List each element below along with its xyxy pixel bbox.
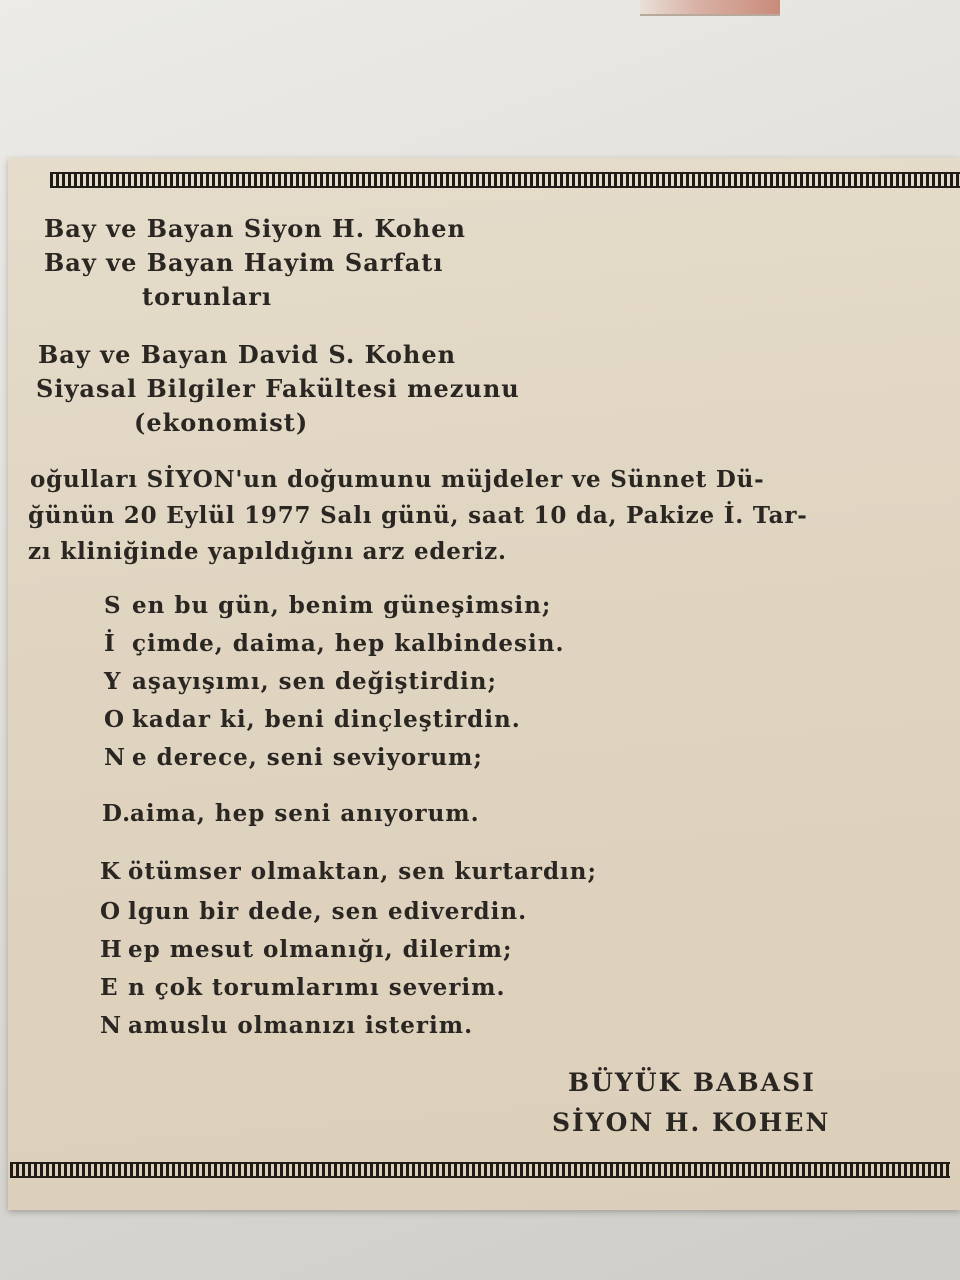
poem-initial: E	[100, 974, 119, 1001]
poem-line	[100, 936, 512, 963]
poem-initial: N	[100, 1012, 123, 1039]
poem-initial: N	[104, 744, 127, 771]
poem-initial: Y	[104, 668, 122, 695]
header-line-2: Bay ve Bayan Hayim Sarfatı	[44, 248, 444, 277]
paper-scrap	[640, 0, 780, 16]
poem-line	[100, 1012, 473, 1039]
poem-initial: O	[104, 706, 126, 733]
poem-text: n çok torumlarımı severim.	[128, 974, 506, 1001]
poem-text: aima, hep seni anıyorum.	[130, 800, 480, 827]
header-line-1: Bay ve Bayan Siyon H. Kohen	[44, 214, 466, 243]
poem-line	[100, 858, 597, 885]
poem-line	[100, 974, 506, 1001]
bottom-border-rule	[10, 1162, 950, 1178]
poem-text: amuslu olmanızı isterim.	[128, 1012, 474, 1039]
poem-text: ep mesut olmanığı, dilerim;	[128, 936, 513, 963]
poem-initial: İ	[104, 630, 116, 657]
poem-initial: S	[104, 592, 122, 619]
poem-text: lgun bir dede, sen ediverdin.	[128, 898, 528, 925]
newspaper-clipping	[8, 158, 960, 1210]
poem-text: kadar ki, beni dinçleştirdin.	[132, 706, 521, 733]
poem-text: çimde, daima, hep kalbindesin.	[132, 630, 565, 657]
poem-text: aşayışımı, sen değiştirdin;	[132, 668, 497, 695]
poem-initial: H	[100, 936, 123, 963]
poem-initial: O	[100, 898, 122, 925]
poem-line	[104, 630, 564, 657]
poem-initial: D.	[102, 800, 132, 827]
top-border-rule	[50, 172, 960, 188]
poem-text: ötümser olmaktan, sen kurtardın;	[128, 858, 598, 885]
announcement-line-2: ğünün 20 Eylül 1977 Salı günü, saat 10 da, Pakize İ. Tar-	[28, 502, 808, 529]
header-line-6: (ekonomist)	[134, 408, 309, 437]
poem-line	[104, 668, 497, 695]
poem-line	[104, 706, 521, 733]
header-line-4: Bay ve Bayan David S. Kohen	[38, 340, 457, 369]
announcement-line-3: zı kliniğinde yapıldığını arz ederiz.	[28, 538, 507, 565]
signature-line-2: SİYON H. KOHEN	[552, 1108, 831, 1137]
header-line-5: Siyasal Bilgiler Fakültesi mezunu	[36, 374, 520, 403]
poem-line	[102, 800, 480, 827]
header-line-3: torunları	[142, 282, 273, 311]
poem-text: en bu gün, benim güneşimsin;	[132, 592, 552, 619]
announcement-line-1: oğulları SİYON'un doğumunu müjdeler ve Sünnet Dü-	[30, 466, 765, 493]
poem-line	[104, 744, 483, 771]
poem-initial: K	[100, 858, 121, 885]
poem-text: e derece, seni seviyorum;	[132, 744, 483, 771]
poem-line	[100, 898, 527, 925]
poem-line	[104, 592, 551, 619]
signature-line-1: BÜYÜK BABASI	[568, 1068, 816, 1097]
